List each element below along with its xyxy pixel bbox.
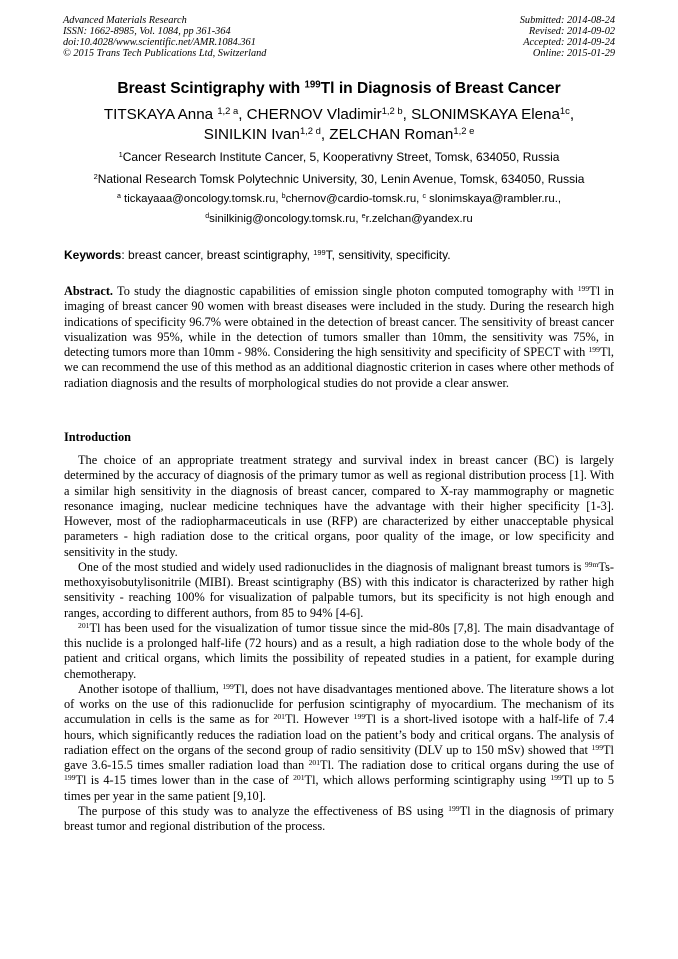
email-c: slonimskaya@rambler.ru.,	[426, 193, 562, 205]
author-5-sup: 1,2 e	[453, 124, 475, 136]
journal-info	[63, 15, 266, 59]
author-4: SINILKIN Ivan	[203, 125, 300, 143]
author-3-comma: ,	[569, 106, 575, 123]
p4-sup-2: 201	[273, 712, 285, 722]
author-3: , SLONIMSKAYA Elena	[402, 106, 560, 123]
keywords-text-end: T, sensitivity, specificity.	[325, 248, 451, 262]
journal-copyright: © 2015 Trans Tech Publications Ltd, Switzerland	[63, 48, 267, 59]
p4-text-f: Tl. The radiation dose to critical organs during the use of	[320, 758, 614, 772]
affiliation-1-sup: 1	[118, 149, 123, 159]
paragraph-1: The choice of an appropriate treatment strategy and survival index in breast cancer (BC) is largely determined by the accuracy of diagnosis of the primary tumor as well as regional distribution process [1]. With a similar high sensitivity in the diagnosis of breast cancer, compared to X-ray mammography or magnetic resonance imaging, nuclear medicine techniques have the advantage with their higher specificity [1-3]. However, most of the radiopharmaceuticals in use (RFP) are characterized by either unacceptable physical parameters - high radiation dose to the critical organs, poor quality of the image, or low specificity and sensitivity in the study.	[64, 453, 614, 559]
date-submitted: Submitted: 2014-08-24	[519, 15, 615, 26]
title-sup: 199	[304, 79, 321, 91]
email-b-sup: b	[281, 193, 286, 201]
emails-line-1	[0, 193, 678, 205]
abstract-sup-2: 199	[588, 344, 600, 354]
keywords-sup: 199	[313, 247, 326, 257]
email-e: r.zelchan@yandex.ru	[365, 213, 473, 225]
journal-issn: ISSN: 1662-8985, Vol. 1084, pp 361-364	[63, 26, 231, 37]
paragraph-5	[64, 804, 614, 835]
publication-dates	[520, 15, 615, 59]
p4-sup-3: 199	[353, 712, 366, 722]
p4-sup-8: 199	[550, 773, 562, 783]
affiliation-2	[0, 172, 678, 186]
email-a: tickayaaa@oncology.tomsk.ru,	[120, 193, 282, 205]
author-1: TITSKAYA Anna	[103, 106, 218, 123]
p4-text-a: Another isotope of thallium,	[78, 681, 223, 696]
paper-title	[0, 80, 678, 98]
p2-text-2: Ts-methoxyisobutylisonitrile (MIBI). Breast scintigraphy (BS) with this indicator is characterized by rather high sensitivity - reaching 100% for visualization of palpable tumors, but its specificity is not high enough and ranges, according to different authors, from 85 to 94% [4-6].	[64, 559, 614, 620]
p4-sup-7: 201	[293, 773, 305, 783]
email-a-sup: a	[116, 193, 121, 201]
p5-text-2: Tl in the diagnosis of primary breast tumor and regional distribution of the process.	[64, 803, 614, 833]
abstract-text-1: To study the diagnostic capabilities of emission single photon computed tomography with	[113, 284, 578, 298]
author-4-sup: 1,2 d	[299, 124, 321, 136]
p5-sup: 199	[448, 803, 460, 813]
introduction-body	[64, 453, 614, 834]
date-revised: Revised: 2014-09-02	[528, 26, 615, 37]
email-d-sup: d	[205, 213, 210, 221]
paragraph-4	[64, 682, 614, 804]
keywords-text: : breast cancer, breast scintigraphy,	[121, 248, 314, 262]
email-b: chernov@cardio-tomsk.ru,	[285, 193, 423, 205]
p4-text-c: Tl. However	[285, 712, 354, 727]
author-2-sup: 1,2 b	[381, 104, 403, 116]
p4-text-h: Tl, which allows performing scintigraphy using	[304, 773, 551, 788]
date-online: Online: 2015-01-29	[532, 48, 615, 59]
author-3-sup: 1c	[559, 104, 570, 116]
p2-sup: 99m	[584, 559, 599, 569]
affiliation-1	[0, 150, 678, 164]
abstract-text-3: Tl, we can recommend the use of this method as an additional diagnostic criterion in cases where other methods of radiation diagnosis and the results of morphological studies do not provide a clear answer.	[64, 345, 614, 390]
author-1-sup: 1,2 a	[217, 104, 239, 116]
p4-sup-6: 199	[64, 773, 76, 783]
p3-sup: 201	[78, 620, 90, 630]
abstract	[64, 284, 614, 391]
email-e-sup: e	[361, 213, 366, 221]
journal-doi: doi:10.4028/www.scientific.net/AMR.1084.361	[63, 37, 256, 48]
p4-sup-4: 199	[591, 742, 604, 752]
abstract-label: Abstract.	[64, 284, 114, 298]
p4-sup-5: 201	[308, 757, 321, 767]
email-c-sup: c	[422, 193, 427, 201]
email-d: sinilkinig@oncology.tomsk.ru,	[209, 213, 362, 225]
author-list	[40, 105, 638, 144]
p4-text-b: Tl, does not have disadvantages mentioned above. The literature shows a lot of works on the use of this radionuclide for perfusion scintigraphy of myocardium. The mechanism of its accumulation in cells is the same as for	[64, 681, 614, 727]
section-heading-introduction: Introduction	[64, 430, 131, 444]
p4-text-i: Tl up to 5 times per year in the same patient [9,10].	[64, 773, 614, 803]
affiliation-1-text: Cancer Research Institute Cancer, 5, Kooperativny Street, Tomsk, 634050, Russia	[122, 150, 560, 164]
p4-sup-1: 199	[222, 681, 234, 691]
affiliation-2-sup: 2	[93, 171, 98, 181]
p4-text-e: Tl gave 3.6-15.5 times smaller radiation load than	[64, 742, 614, 772]
affiliation-2-text: National Research Tomsk Polytechnic University, 30, Lenin Avenue, Tomsk, 634050, Russia	[97, 172, 585, 186]
date-accepted: Accepted: 2014-09-24	[523, 37, 615, 48]
author-5: , ZELCHAN Roman	[320, 125, 454, 143]
abstract-text-2: Tl in imaging of breast cancer 90 women with breast diseases were included in the study. During the research high indications of specificity 96.7% were obtained in the detection of breast cancer. The sensitivity of breast cancer visualization was 95%, while in the detection of tumors smaller than 10mm, the sensitivity was 75%, in detecting tumors more than 10mm - 98%. Considering the high sensitivity and specificity of SPECT with	[64, 284, 614, 359]
title-text-end: Tl in Diagnosis of Breast Cancer	[320, 80, 561, 97]
p3-text: Tl has been used for the visualization of tumor tissue since the mid-80s [7,8]. The main disadvantage of this nuclide is a prolonged half-life (72 hours) and as a result, a high radiation dose to the whole body of the patient and critical organs, which limits the possibility of repeated studies in a patient, for example during chemotherapy.	[64, 620, 614, 681]
journal-name: Advanced Materials Research	[63, 15, 187, 26]
p2-text-1: One of the most studied and widely used radionuclides in the diagnosis of malignant breast tumors is	[78, 559, 585, 574]
author-2: , CHERNOV Vladimir	[238, 106, 382, 123]
p4-text-d: Tl is a short-lived isotope with a half-life of 7.4 hours, which significantly reduces the radiation load on the patient’s body and critical organs. The analysis of radiation effect on the organs of the second group of radio sensitivity (DLV up to 150 mSv) showed that	[64, 712, 614, 757]
paragraph-3	[64, 621, 614, 682]
emails-line-2	[0, 213, 678, 225]
keywords	[64, 248, 451, 262]
abstract-sup-1: 199	[577, 283, 590, 293]
paragraph-2	[64, 560, 614, 621]
p4-text-g: Tl is 4-15 times lower than in the case of	[75, 773, 294, 788]
title-text: Breast Scintigraphy with	[117, 80, 305, 97]
keywords-label: Keywords	[64, 248, 122, 262]
p5-text-1: The purpose of this study was to analyze the effectiveness of BS using	[78, 803, 449, 818]
